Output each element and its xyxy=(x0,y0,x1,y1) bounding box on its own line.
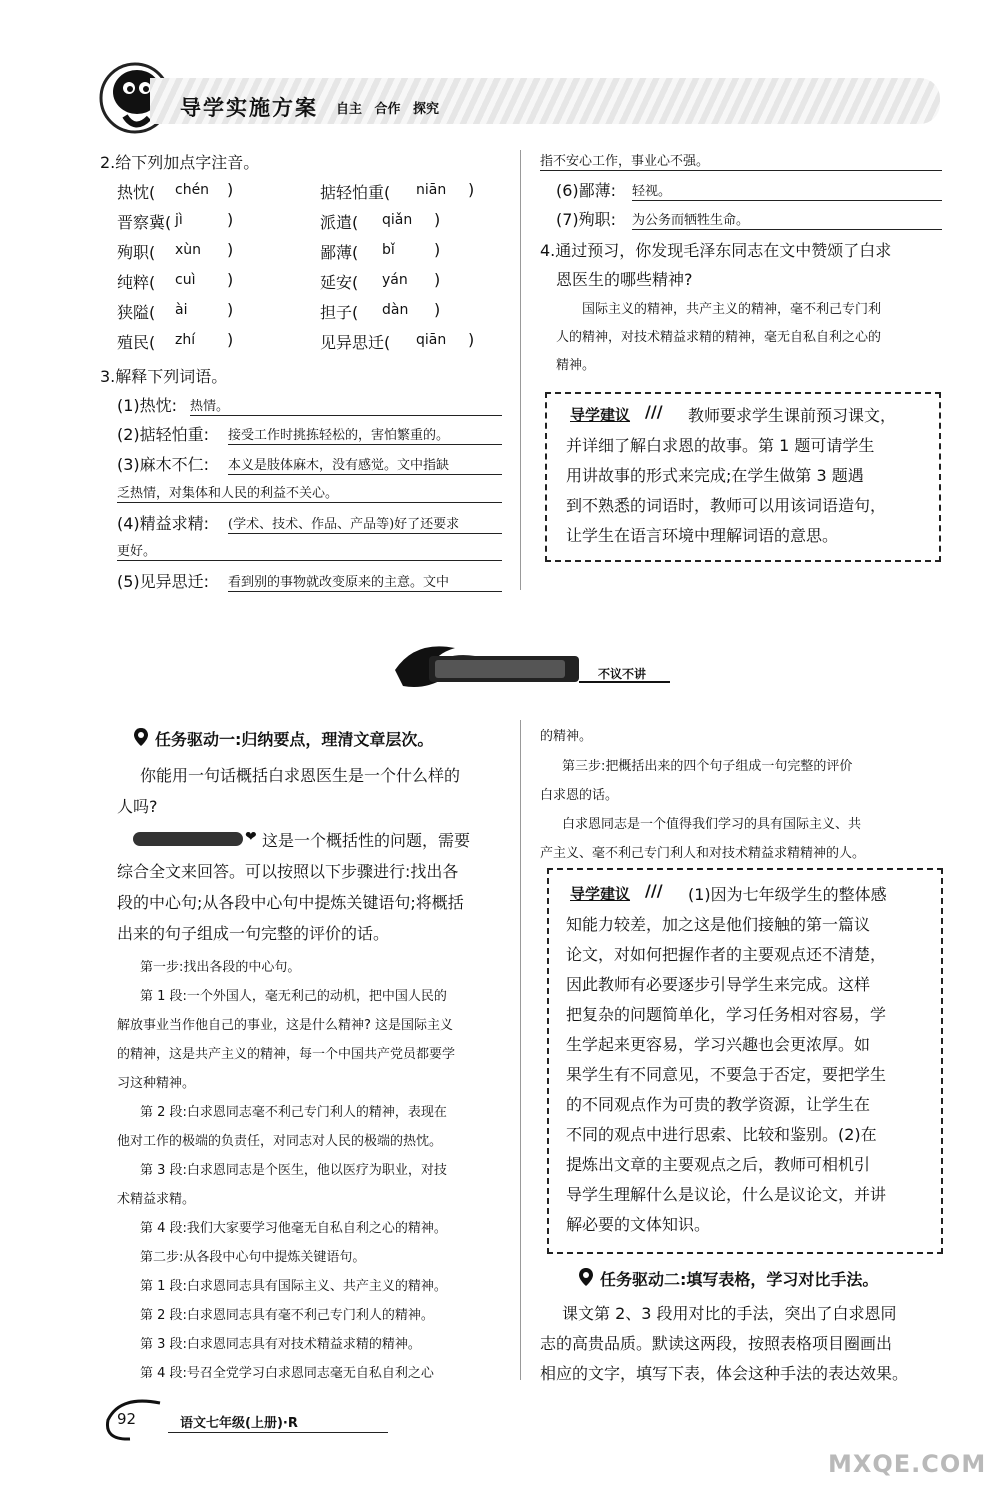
step-line: 第 3 段:白求恩同志是个医生，他以医疗为职业，对技 xyxy=(140,1163,447,1178)
pinyin-answer: qiǎn xyxy=(382,212,413,228)
step-line: 解放事业当作他自己的事业，这是什么精神? 这是国际主义 xyxy=(117,1018,454,1033)
hint-line-2: 综合全文来回答。可以按照以下步骤进行:找出各 xyxy=(117,862,459,881)
pinyin-word: 延安( xyxy=(320,273,359,292)
note-line: 果学生有不同意见，不要急于否定，要把学生 xyxy=(566,1065,887,1084)
pinyin-close: ) xyxy=(434,210,441,229)
term-2-label: (2)掂轻怕重: xyxy=(117,425,210,444)
pinyin-word: 晋察冀( xyxy=(117,213,172,232)
step-line: 第 2 段:白求恩同志具有毫不利己专门利人的精神。 xyxy=(140,1308,434,1323)
location-pin-icon xyxy=(578,1267,594,1291)
step-line: 习这种精神。 xyxy=(117,1076,196,1091)
section-banner xyxy=(385,630,675,694)
pinyin-close: ) xyxy=(227,210,234,229)
pinyin-word: 殖民( xyxy=(117,333,156,352)
term-3-answer-cont: 乏热情，对集体和人民的利益不关心。 xyxy=(117,482,502,503)
pinyin-close: ) xyxy=(227,180,234,199)
pinyin-close: ) xyxy=(227,270,234,289)
term-5-answer: 看到别的事物就改变原来的主意。文中 xyxy=(228,571,502,592)
note-line: 知能力较差，加之这是他们接触的第一篇议 xyxy=(566,915,871,934)
pinyin-answer: dàn xyxy=(382,302,409,318)
q4-line-2: 恩医生的哪些精神? xyxy=(556,270,693,289)
task2-line-1: 课文第 2、3 段用对比的手法，突出了白求恩同 xyxy=(562,1304,897,1323)
note-line: 解必要的文体知识。 xyxy=(566,1215,711,1234)
hint-line-4: 出来的句子组成一句完整的评价的话。 xyxy=(117,924,390,943)
pinyin-close: ) xyxy=(468,330,475,349)
step-line: 的精神。 xyxy=(540,729,593,744)
note1-line-3: 用讲故事的形式来完成;在学生做第 3 题遇 xyxy=(566,466,864,485)
note1-line-1: 教师要求学生课前预习课文， xyxy=(688,406,897,425)
term-6-label: (6)鄙薄: xyxy=(556,181,617,200)
step-line: 术精益求精。 xyxy=(117,1192,196,1207)
pinyin-word: 派遣( xyxy=(320,213,359,232)
step-line: 第三步:把概括出来的四个句子组成一句完整的评价 xyxy=(562,759,853,774)
banner-text: 不议不讲 xyxy=(598,667,647,681)
note1-line-5: 让学生在语言环境中理解词语的意思。 xyxy=(566,526,839,545)
term-1-label: (1)热忱: xyxy=(117,396,178,415)
term-3-answer: 本义是肢体麻木，没有感觉。文中指缺 xyxy=(228,454,502,475)
pinyin-close: ) xyxy=(227,240,234,259)
term-4-answer-cont: 更好。 xyxy=(117,540,502,561)
pinyin-close: ) xyxy=(434,270,441,289)
note-line: 的不同观点作为可贵的教学资源，让学生在 xyxy=(566,1095,871,1114)
task-2-title: 任务驱动二:填写表格，学习对比手法。 xyxy=(600,1270,879,1289)
pinyin-close: ) xyxy=(227,300,234,319)
step-line: 白求恩同志是一个值得我们学习的具有国际主义、共 xyxy=(562,817,862,832)
note-line: 把复杂的问题简单化，学习任务相对容易，学 xyxy=(566,1005,887,1024)
teaching-note-label-2: 导学建议 xyxy=(570,885,631,903)
step-line: 第 2 段:白求恩同志毫不利己专门利人的精神，表现在 xyxy=(140,1105,447,1120)
note1-line-4: 到不熟悉的词语时，教师可以用该词语造句， xyxy=(566,496,887,515)
q2-title: 2.给下列加点字注音。 xyxy=(100,153,260,172)
note-line: 导学生理解什么是议论，什么是议论文，并讲 xyxy=(566,1185,887,1204)
column-divider-bottom xyxy=(520,720,521,1380)
step-line: 第 4 段:我们大家要学习他毫无自私自利之心的精神。 xyxy=(140,1221,447,1236)
step-line: 第 1 段:一个外国人，毫无利己的动机，把中国人民的 xyxy=(140,989,447,1004)
pinyin-answer: zhí xyxy=(175,332,196,348)
pinyin-close: ) xyxy=(468,180,475,199)
step-line: 产主义、毫不利己专门利人和对技术精益求精精神的人。 xyxy=(540,846,866,861)
step-line: 的精神，这是共产主义的精神，每一个中国共产党员都要学 xyxy=(117,1047,456,1062)
footer-rule xyxy=(168,1432,388,1433)
note-line: 论文，对如何把握作者的主要观点还不清楚， xyxy=(566,945,887,964)
term-4-answer: (学术、技术、作品、产品等)好了还要求 xyxy=(228,513,502,534)
watermark: MXQE.COM xyxy=(828,1450,987,1478)
note-line: 提炼出文章的主要观点之后，教师可相机引 xyxy=(566,1155,871,1174)
term-6-answer: 轻视。 xyxy=(632,180,942,201)
hint-line-1: 这是一个概括性的问题，需要 xyxy=(262,831,471,850)
term-7-answer: 为公务而牺牲生命。 xyxy=(632,209,942,230)
pinyin-answer: chén xyxy=(175,182,210,198)
step-line: 第一步:找出各段的中心句。 xyxy=(140,960,301,975)
pinyin-word: 见异思迁( xyxy=(320,333,391,352)
heart-icon: ❤ xyxy=(245,829,257,845)
note-line: 因此教师有必要逐步引导学生来完成。这样 xyxy=(566,975,871,994)
header-title: 导学实施方案 xyxy=(180,96,318,120)
pinyin-word: 鄙薄( xyxy=(320,243,359,262)
step-line: 第 4 段:号召全党学习白求恩同志毫无自私自利之心 xyxy=(140,1366,434,1381)
q4-answer-1: 国际主义的精神，共产主义的精神，毫不利己专门利 xyxy=(582,302,882,317)
pinyin-answer: niān xyxy=(416,182,447,198)
term-3-label: (3)麻木不仁: xyxy=(117,455,210,474)
term-1-answer: 热情。 xyxy=(190,395,502,416)
column-divider-top xyxy=(520,150,521,590)
hint-line-3: 段的中心句;从各段中心句中提炼关键语句;将概括 xyxy=(117,893,464,912)
q4-answer-3: 精神。 xyxy=(556,358,596,373)
task-1-title: 任务驱动一:归纳要点，理清文章层次。 xyxy=(155,730,434,749)
term-5-label: (5)见异思迁: xyxy=(117,572,210,591)
q4-answer-2: 人的精神，对技术精益求精的精神，毫无自私自利之心的 xyxy=(556,330,882,345)
pinyin-answer: xùn xyxy=(175,242,202,258)
task2-line-3: 相应的文字，填写下表，体会这种手法的表达效果。 xyxy=(540,1364,909,1383)
hint-marker xyxy=(133,832,243,846)
teaching-note-label-1: 导学建议 xyxy=(570,406,631,424)
pinyin-answer: bǐ xyxy=(382,242,395,258)
pinyin-word: 掂轻怕重( xyxy=(320,183,391,202)
header-subtitle: 自主 合作 探究 xyxy=(336,102,440,117)
question-line-1: 你能用一句话概括白求恩医生是一个什么样的 xyxy=(140,766,461,785)
page-number: 92 xyxy=(117,1410,137,1428)
step-line: 他对工作的极端的负责任，对同志对人民的极端的热忱。 xyxy=(117,1134,443,1149)
pinyin-close: ) xyxy=(227,330,234,349)
pinyin-answer: jì xyxy=(175,212,183,228)
pinyin-word: 热忱( xyxy=(117,183,156,202)
task2-line-2: 志的高贵品质。默读这两段，按照表格项目圈画出 xyxy=(540,1334,893,1353)
pinyin-word: 狭隘( xyxy=(117,303,156,322)
pinyin-word: 纯粹( xyxy=(117,273,156,292)
pinyin-close: ) xyxy=(434,240,441,259)
note-line: (1)因为七年级学生的整体感 xyxy=(688,885,887,904)
term-2-answer: 接受工作时挑拣轻松的，害怕繁重的。 xyxy=(228,424,502,445)
step-line: 第 3 段:白求恩同志具有对技术精益求精的精神。 xyxy=(140,1337,421,1352)
book-title: 语文七年级(上册)·R xyxy=(180,1416,298,1431)
step-line: 第 1 段:白求恩同志具有国际主义、共产主义的精神。 xyxy=(140,1279,447,1294)
hatch-icon: /// xyxy=(645,881,663,900)
term-7-label: (7)殉职: xyxy=(556,210,617,229)
step-line: 第二步:从各段中心句中提炼关键语句。 xyxy=(140,1250,366,1265)
note1-line-2: 并详细了解白求恩的故事。第 1 题可请学生 xyxy=(566,436,875,455)
pinyin-answer: ài xyxy=(175,302,188,318)
pinyin-answer: yán xyxy=(382,272,408,288)
location-pin-icon xyxy=(133,727,149,751)
pinyin-word: 担子( xyxy=(320,303,359,322)
term-4-label: (4)精益求精: xyxy=(117,514,210,533)
term-5-answer-cont: 指不安心工作，事业心不强。 xyxy=(540,150,942,171)
note-line: 不同的观点中进行思索、比较和鉴别。(2)在 xyxy=(566,1125,877,1144)
step-line: 白求恩的话。 xyxy=(540,788,619,803)
q3-title: 3.解释下列词语。 xyxy=(100,367,228,386)
pinyin-close: ) xyxy=(434,300,441,319)
hatch-icon: /// xyxy=(645,402,663,421)
pinyin-answer: qiān xyxy=(416,332,447,348)
pinyin-word: 殉职( xyxy=(117,243,156,262)
q4-line-1: 4.通过预习，你发现毛泽东同志在文中赞颂了白求 xyxy=(540,241,892,260)
pinyin-answer: cuì xyxy=(175,272,196,288)
note-line: 生学起来更容易，学习兴趣也会更浓厚。如 xyxy=(566,1035,871,1054)
question-line-2: 人吗? xyxy=(117,797,158,816)
